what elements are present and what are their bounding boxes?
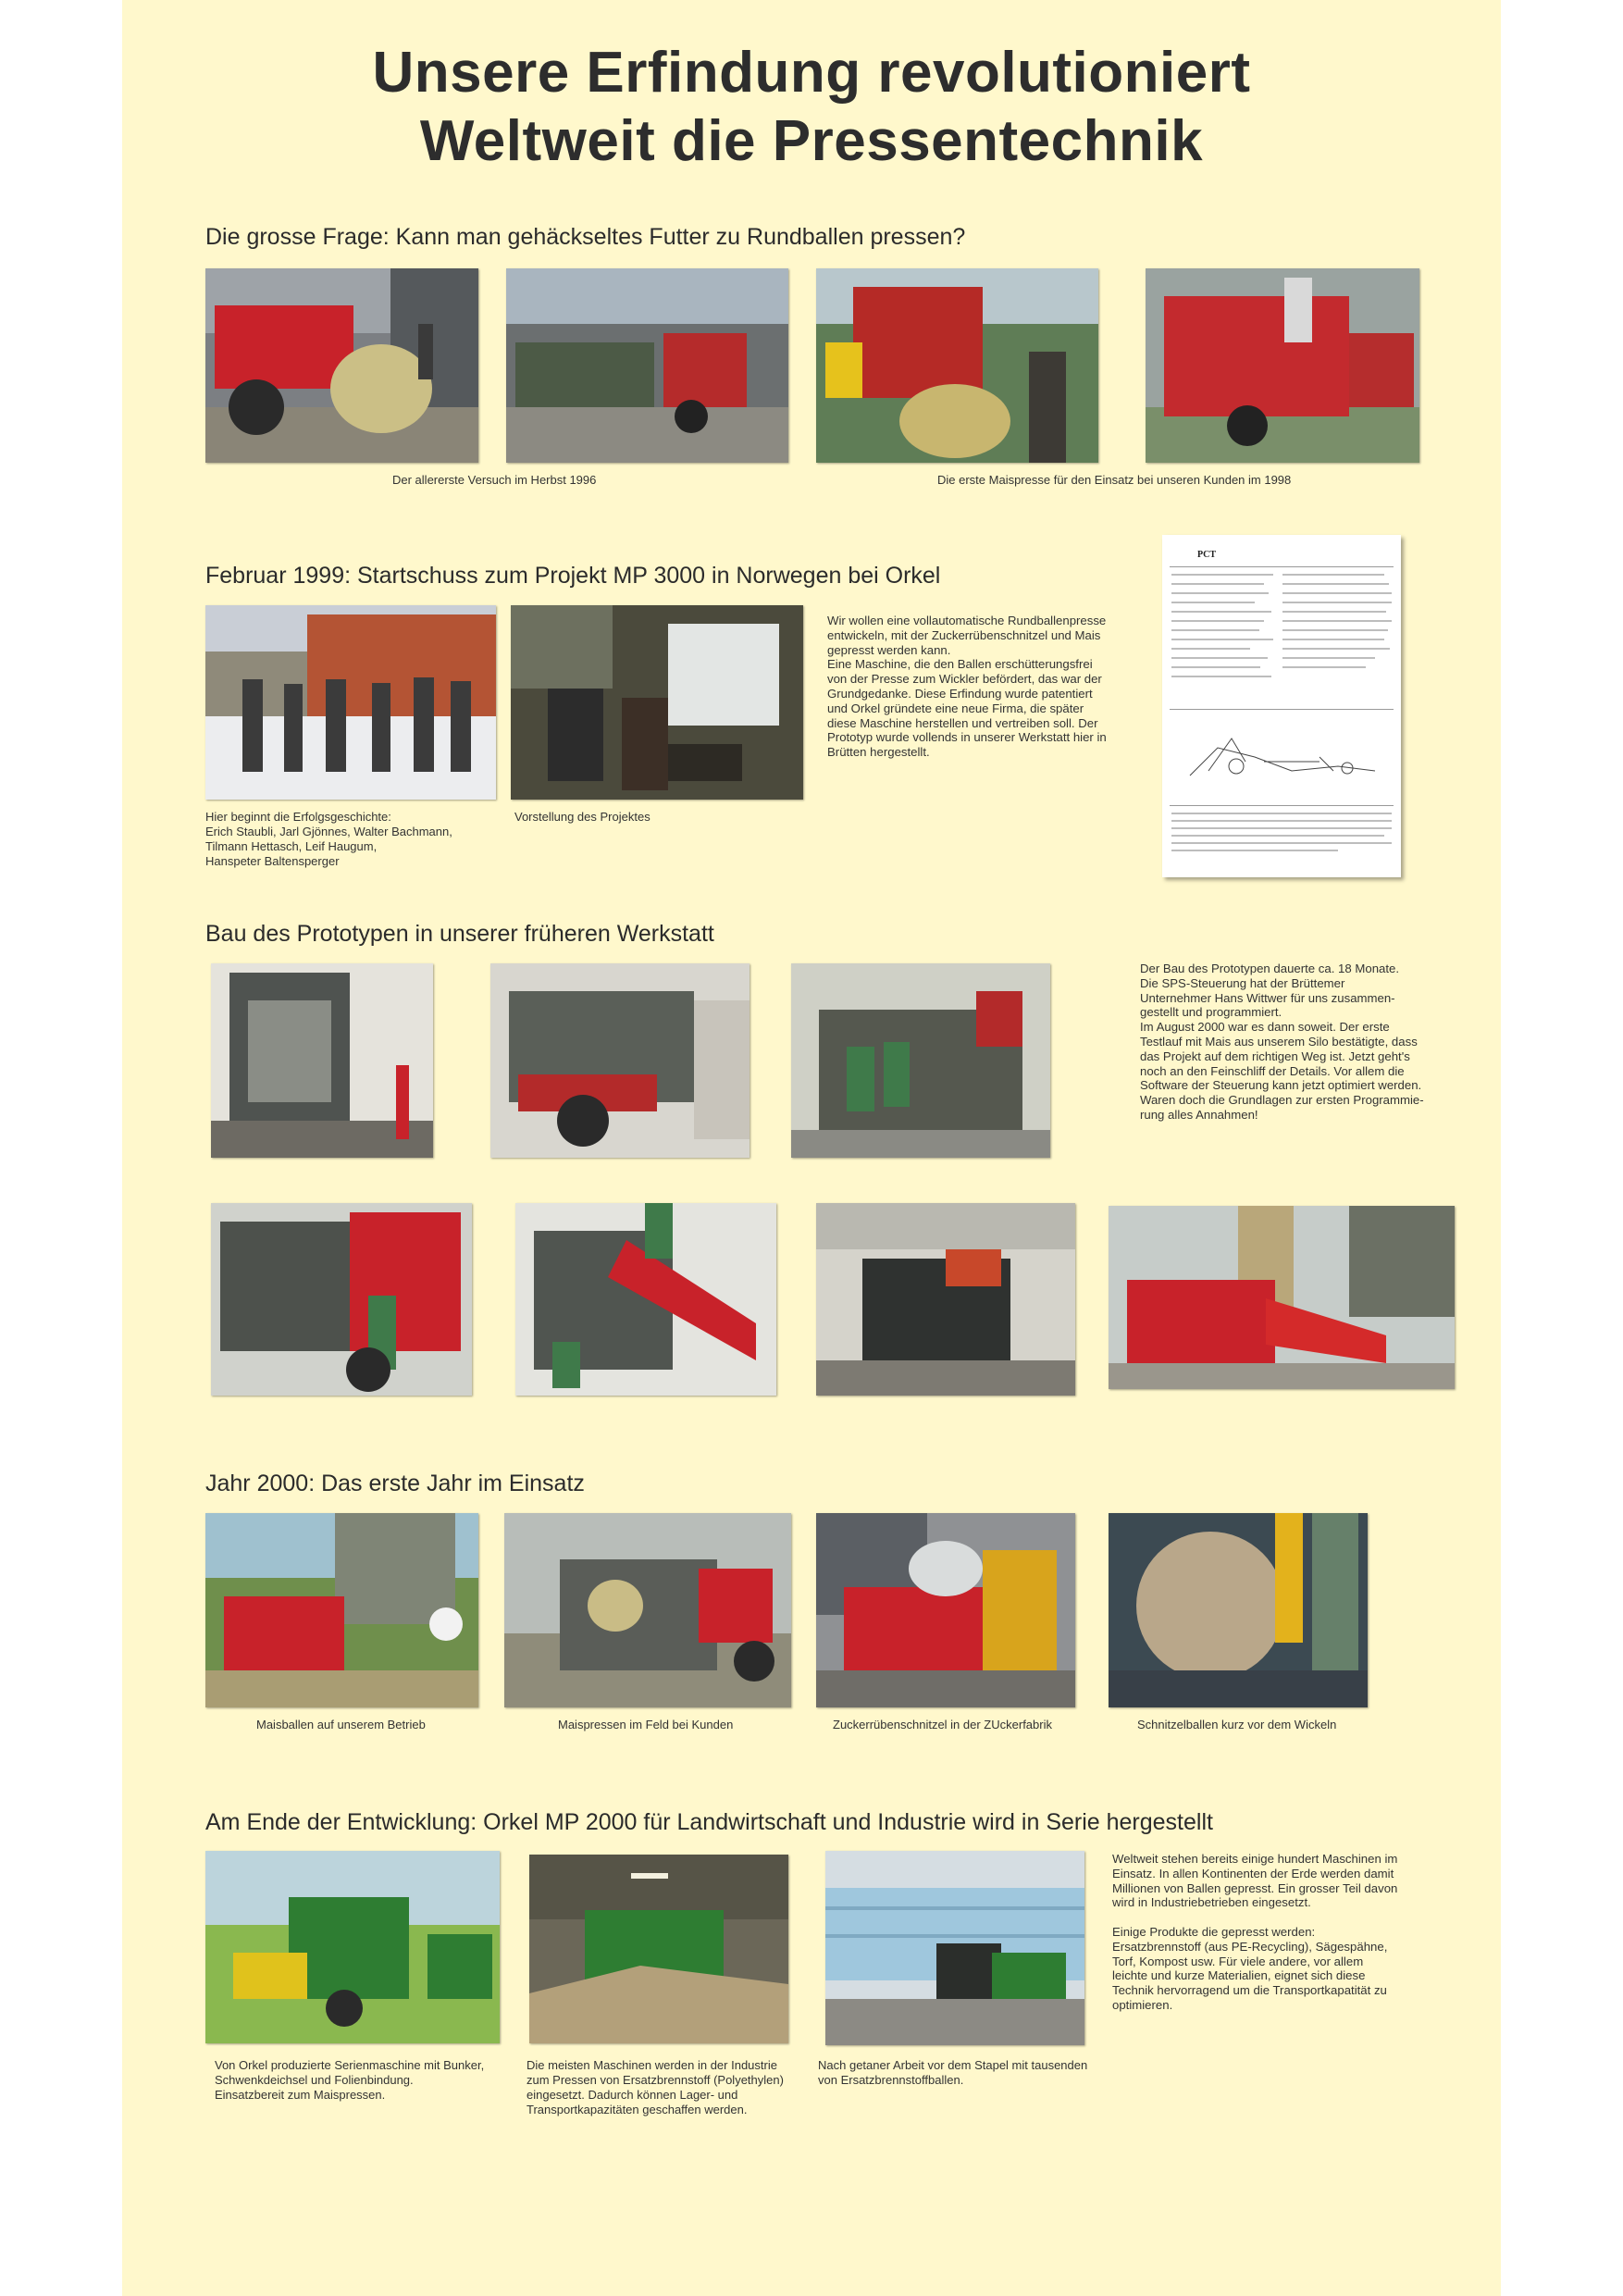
photo-maize-press-1998 bbox=[816, 268, 1098, 463]
photo-prototype-5 bbox=[515, 1203, 776, 1396]
section4-heading: Jahr 2000: Das erste Jahr im Einsatz bbox=[205, 1471, 585, 1496]
photo-team-norway bbox=[205, 605, 496, 800]
section3-paragraph: Der Bau des Prototypen dauerte ca. 18 Monate. Die SPS-Steuerung hat der Brüttemer Unternehmer Hans Wittwer für uns zusammen- gestellt und programmiert. Im August 2000 war es dann soweit. Der erste Testlauf mit Mais aus unserem Silo bestätigte, dass das Projekt auf dem richtigen Weg ist. Jetzt geht's noch an den Feinschliff der Details. Vor allem die Software der Steuerung kann jetzt optimiert werden. Waren doch die Grundlagen zur ersten Programmie- rung alles Annahmen! bbox=[1140, 962, 1424, 1122]
caption-sugar-beet-factory: Zuckerrübenschnitzel in der ZUckerfabrik bbox=[833, 1718, 1052, 1731]
photo-industry-machine bbox=[529, 1855, 788, 2043]
patent-drawing bbox=[1181, 720, 1384, 794]
photo-maize-press-1998-2 bbox=[1146, 268, 1419, 463]
photo-project-presentation bbox=[511, 605, 803, 800]
photo-bale-stack bbox=[825, 1851, 1084, 2045]
photo-prototype-7 bbox=[1109, 1206, 1455, 1389]
section1-heading: Die grosse Frage: Kann man gehäckseltes Futter zu Rundballen pressen? bbox=[205, 224, 966, 250]
photo-first-trial-2 bbox=[506, 268, 788, 463]
section5-paragraph: Weltweit stehen bereits einige hundert Maschinen im Einsatz. In allen Kontinenten der Erde werden damit Millionen von Ballen gepresst. Ein grosser Teil davon wird in Industriebetrieben eingesetzt. Einige Produkte die gepresst werden: Ersatzbrennstoff (aus PE-Recycling), Sägespähne, Torf, Kompost usw. Für viele andere, vor allem leichte und kurze Materialien, eignet sich diese Technik hervorragend um die Transportkapatität zu optimieren. bbox=[1112, 1852, 1398, 2012]
section2-heading: Februar 1999: Startschuss zum Projekt MP 3000 in Norwegen bei Orkel bbox=[205, 563, 941, 589]
title-line-2: Weltweit die Pressentechnik bbox=[419, 109, 1204, 173]
photo-prototype-1 bbox=[211, 963, 433, 1158]
caption-bale-stack: Nach getaner Arbeit vor dem Stapel mit tausenden von Ersatzbrennstoffballen. bbox=[818, 2058, 1088, 2087]
photo-maize-press-field bbox=[504, 1513, 791, 1707]
photo-first-trial bbox=[205, 268, 478, 463]
photo-beet-bale-wrapping bbox=[1109, 1513, 1368, 1707]
caption-project-presentation: Vorstellung des Projektes bbox=[514, 810, 650, 824]
caption-beet-bale-wrapping: Schnitzelballen kurz vor dem Wickeln bbox=[1137, 1718, 1337, 1731]
caption-industry-machine: Die meisten Maschinen werden in der Industrie zum Pressen von Ersatzbrennstoff (Polyethylen) eingesetzt. Dadurch können Lager- und Transportkapazitäten geschaffen werden. bbox=[527, 2058, 784, 2116]
caption-first-trial: Der allererste Versuch im Herbst 1996 bbox=[392, 473, 597, 487]
photo-maize-bales-farm bbox=[205, 1513, 478, 1707]
photo-prototype-4 bbox=[211, 1203, 472, 1396]
photo-prototype-6 bbox=[816, 1203, 1075, 1396]
photo-sugar-beet-factory bbox=[816, 1513, 1075, 1707]
caption-maize-bales-farm: Maisballen auf unserem Betrieb bbox=[256, 1718, 426, 1731]
photo-prototype-2 bbox=[490, 963, 750, 1158]
section3-heading: Bau des Prototypen in unserer früheren Werkstatt bbox=[205, 921, 714, 947]
patent-document bbox=[1162, 535, 1401, 877]
poster bbox=[122, 0, 1501, 2296]
photo-prototype-3 bbox=[791, 963, 1050, 1158]
caption-maize-press-field: Maispressen im Feld bei Kunden bbox=[558, 1718, 734, 1731]
photo-series-machine bbox=[205, 1851, 500, 2043]
patent-pct-label: PCT bbox=[1197, 550, 1216, 560]
caption-series-machine: Von Orkel produzierte Serienmaschine mit Bunker, Schwenkdeichsel und Folienbindung. Einsatzbereit zum Maispressen. bbox=[215, 2058, 485, 2102]
caption-maize-press-1998: Die erste Maispresse für den Einsatz bei unseren Kunden im 1998 bbox=[937, 473, 1292, 487]
section2-paragraph: Wir wollen eine vollautomatische Rundballenpresse entwickeln, mit der Zuckerrübenschnitzel und Mais gepresst werden kann. Eine Maschine, die den Ballen erschütterungsfrei von der Presse zum Wickler befördert, das war der Grundgedanke. Diese Erfindung wurde patentiert und Orkel gründete eine neue Firma, die später diese Maschine herstellen und vertreiben soll. Der Prototyp wurde vollends in unserer Werkstatt hier in Brütten hergestellt. bbox=[827, 614, 1107, 760]
title-line-1: Unsere Erfindung revolutioniert bbox=[372, 41, 1251, 105]
poster-title bbox=[122, 39, 1501, 176]
section5-heading: Am Ende der Entwicklung: Orkel MP 2000 für Landwirtschaft und Industrie wird in Serie hergestellt bbox=[205, 1809, 1213, 1835]
caption-team-norway: Hier beginnt die Erfolgsgeschichte: Erich Staubli, Jarl Gjönnes, Walter Bachmann, Tilmann Hettasch, Leif Haugum, Hanspeter Baltensperger bbox=[205, 810, 452, 868]
